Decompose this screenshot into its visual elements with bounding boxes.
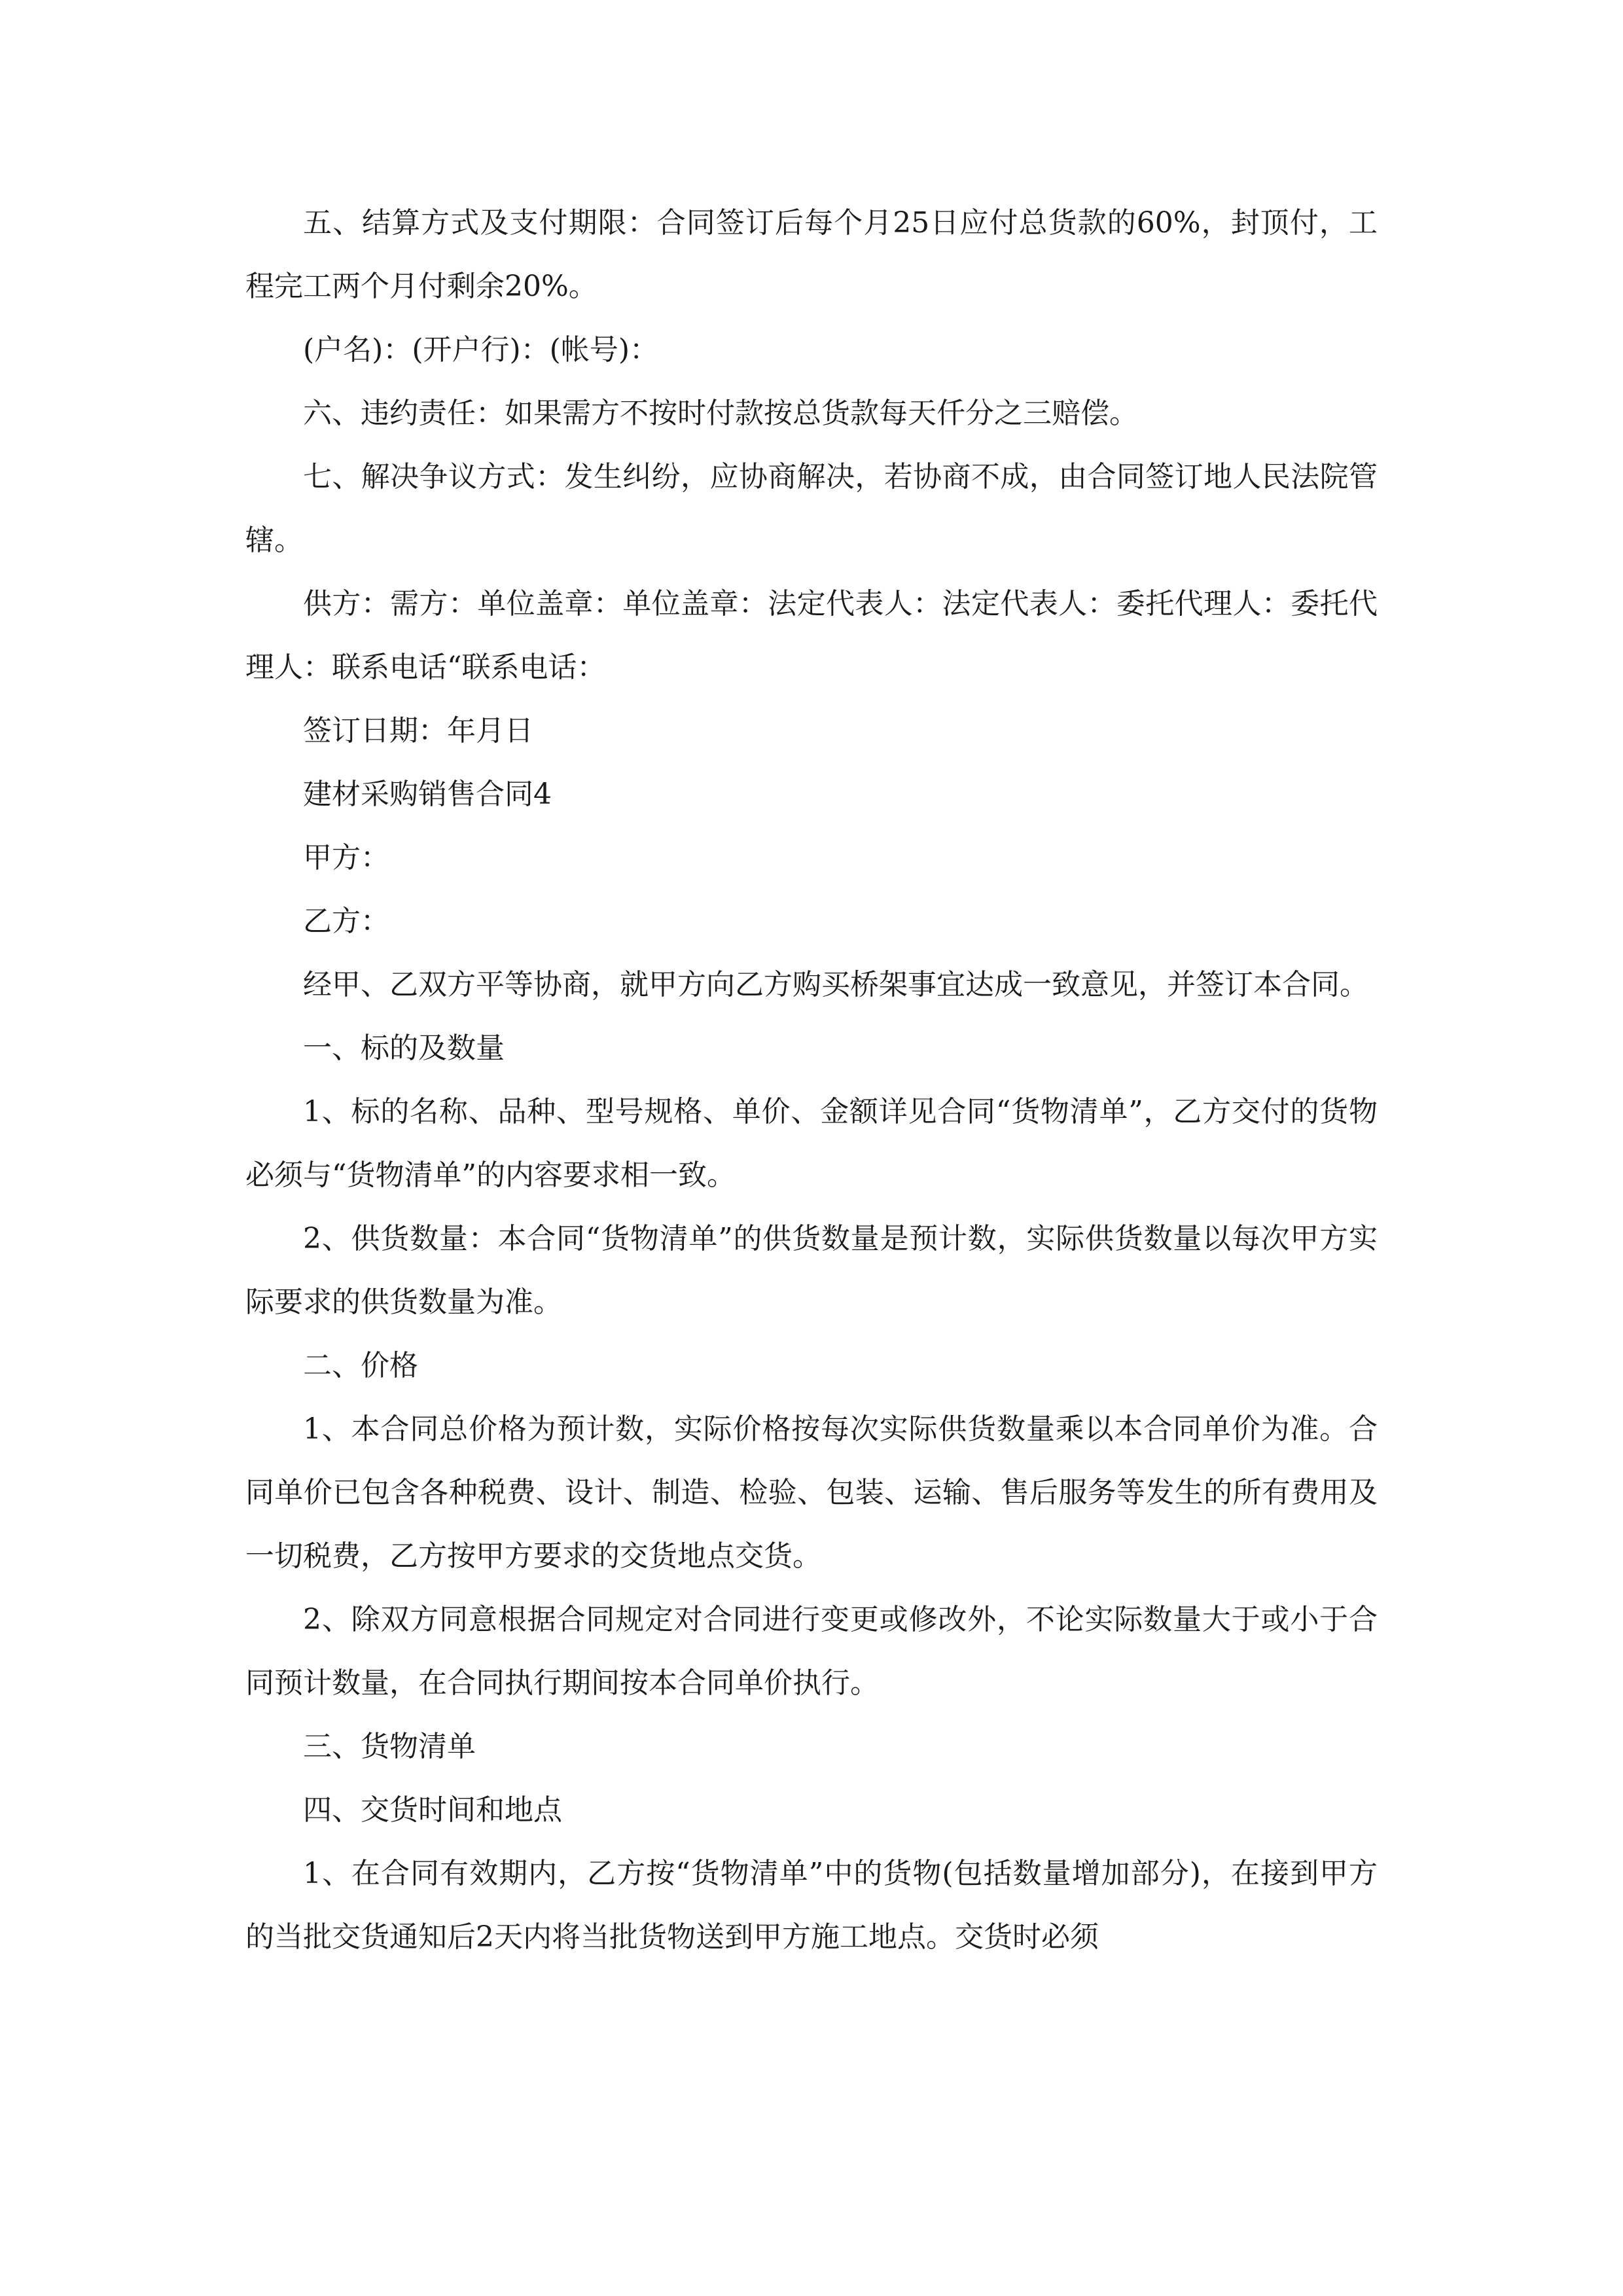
paragraph-subject-1: 1、标的名称、品种、型号规格、单价、金额详见合同“货物清单”，乙方交付的货物必须与“货物清单”的内容要求相一致。 [245, 1095, 1378, 1192]
document-body [245, 191, 1378, 1969]
contract-title: 建材采购销售合同4 [303, 778, 552, 811]
section-heading-price: 二、价格 [303, 1349, 418, 1382]
section-heading-delivery: 四、交货时间和地点 [303, 1793, 562, 1827]
paragraph-signature-block: 供方：需方：单位盖章：单位盖章：法定代表人：法定代表人：委托代理人：委托代理人：联系电话“联系电话： [245, 587, 1378, 684]
section-heading-goods-list: 三、货物清单 [303, 1730, 476, 1763]
paragraph-price-1: 1、本合同总价格为预计数，实际价格按每次实际供货数量乘以本合同单价为准。合同单价已包含各种税费、设计、制造、检验、包装、运输、售后服务等发生的所有费用及一切税费，乙方按甲方要求的交货地点交货。 [245, 1412, 1378, 1573]
party-b: 乙方： [303, 905, 389, 938]
paragraph-signing-date: 签订日期：年月日 [303, 714, 533, 747]
paragraph-price-2: 2、除双方同意根据合同规定对合同进行变更或修改外，不论实际数量大于或小于合同预计数量，在合同执行期间按本合同单价执行。 [245, 1603, 1378, 1700]
paragraph-dispute-resolution: 七、解决争议方式：发生纠纷，应协商解决，若协商不成，由合同签订地人民法院管辖。 [245, 460, 1378, 557]
paragraph-preamble: 经甲、乙双方平等协商，就甲方向乙方购买桥架事宜达成一致意见，并签订本合同。 [303, 968, 1368, 1001]
paragraph-delivery-1: 1、在合同有效期内，乙方按“货物清单”中的货物(包括数量增加部分)，在接到甲方的当批交货通知后2天内将当批货物送到甲方施工地点。交货时必须 [245, 1857, 1378, 1954]
paragraph-settlement: 五、结算方式及支付期限：合同签订后每个月25日应付总货款的60%，封顶付，工程完工两个月付剩余20%。 [245, 206, 1378, 303]
section-heading-subject: 一、标的及数量 [303, 1031, 505, 1065]
party-a: 甲方： [303, 841, 389, 874]
paragraph-breach-liability: 六、违约责任：如果需方不按时付款按总货款每天仟分之三赔偿。 [303, 397, 1138, 430]
paragraph-subject-2: 2、供货数量：本合同“货物清单”的供货数量是预计数，实际供货数量以每次甲方实际要求的供货数量为准。 [245, 1222, 1378, 1319]
paragraph-bank-account: (户名)：(开户行)：(帐号)： [303, 333, 658, 367]
